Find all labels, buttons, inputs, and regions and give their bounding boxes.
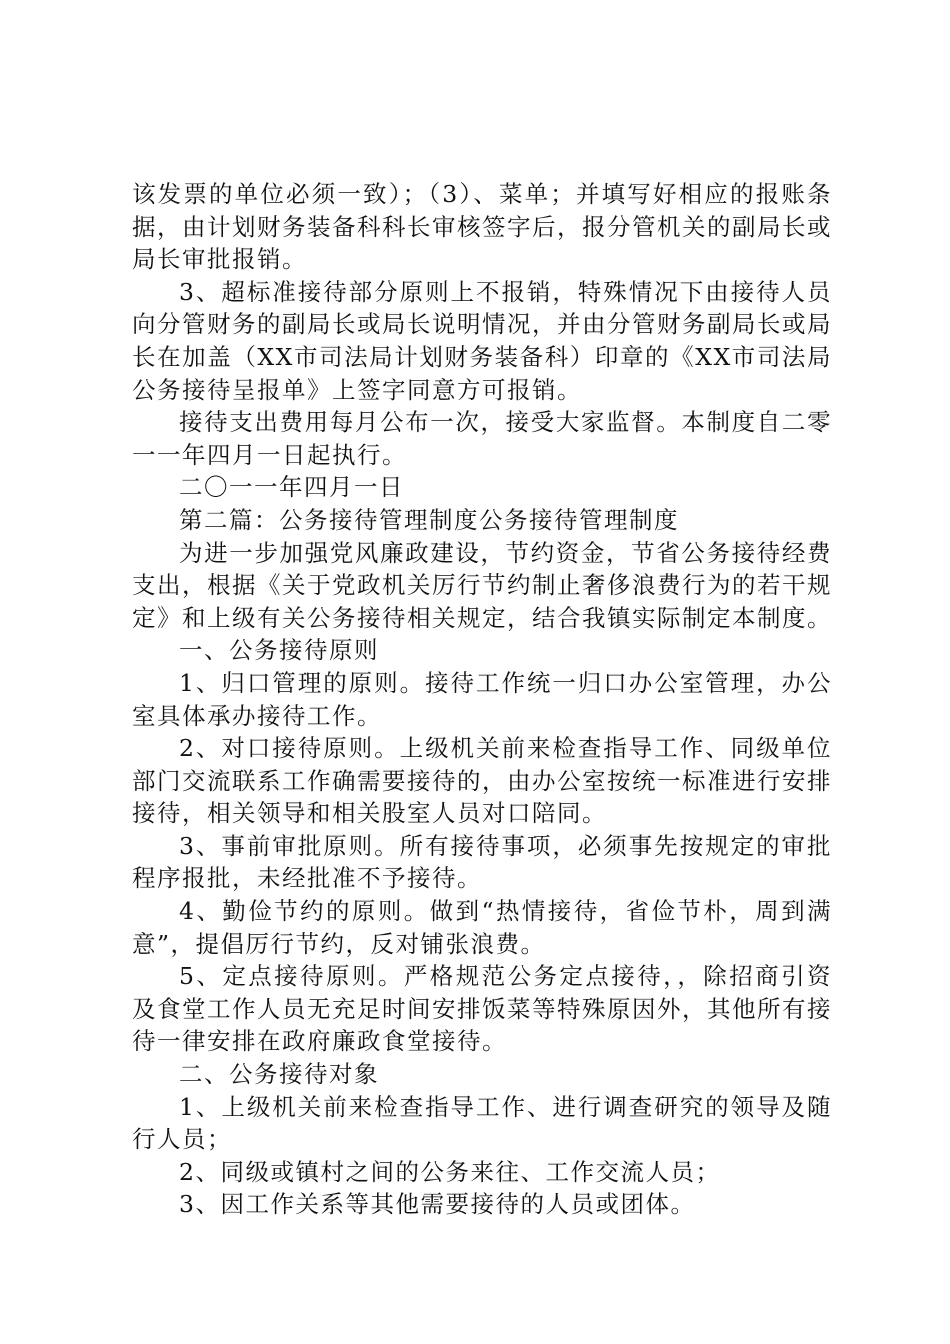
principle-item-5: 5、定点接待原则。严格规范公务定点接待，，除招商引资及食堂工作人员无充足时间安排饭菜等特殊原因外，其他所有接待一律安排在政府廉政食堂接待。 (132, 962, 832, 1056)
principle-item-4: 4、勤俭节约的原则。做到“热情接待，省俭节朴，周到满意”，提倡厉行节约，反对铺张浪费。 (132, 897, 832, 958)
principle-item-2: 2、对口接待原则。上级机关前来检查指导工作、同级单位部门交流联系工作确需要接待的，由办公室按统一标准进行安排接待，相关领导和相关股室人员对口陪同。 (132, 734, 832, 828)
section-heading-objects: 二、公务接待对象 (179, 1060, 379, 1089)
object-item-1: 1、上级机关前来检查指导工作、进行调查研究的领导及随行人员； (132, 1092, 832, 1154)
document-date: 二〇一一年四月一日 (179, 473, 404, 502)
object-item-2: 2、同级或镇村之间的公务来往、工作交流人员； (179, 1157, 721, 1186)
paragraph-continuation: 该发票的单位必须一致）；（3）、菜单；并填写好相应的报账条据，由计划财务装备科科长审核签字后，报分管机关的副局长或局长审批报销。 (132, 180, 832, 274)
paragraph-purpose: 为进一步加强党风廉政建设，节约资金，节省公务接待经费支出，根据《关于党政机关厉行节约制止奢侈浪费行为的若干规定》和上级有关公务接待相关规定，结合我镇实际制定本制度。 (132, 538, 832, 632)
document-body (132, 178, 832, 1221)
section-heading-principles: 一、公务接待原则 (179, 636, 379, 665)
paragraph-monthly-disclosure: 接待支出费用每月公布一次，接受大家监督。本制度自二零一一年四月一日起执行。 (132, 408, 832, 469)
paragraph-over-standard-reception: 3、超标准接待部分原则上不报销，特殊情况下由接待人员向分管财务的副局长或局长说明情况，并由分管财务副局长或局长在加盖（XX市司法局计划财务装备科）印章的《XX市司法局公务接待呈报单》上签字同意方可报销。 (132, 277, 832, 404)
principle-item-1: 1、归口管理的原则。接待工作统一归口办公室管理，办公室具体承办接待工作。 (132, 668, 832, 730)
object-item-3: 3、因工作关系等其他需要接待的人员或团体。 (179, 1190, 696, 1219)
chapter-heading: 第二篇：公务接待管理制度公务接待管理制度 (179, 505, 679, 534)
principle-item-3: 3、事前审批原则。所有接待事项，必须事先按规定的审批程序报批，未经批准不予接待。 (132, 831, 832, 893)
